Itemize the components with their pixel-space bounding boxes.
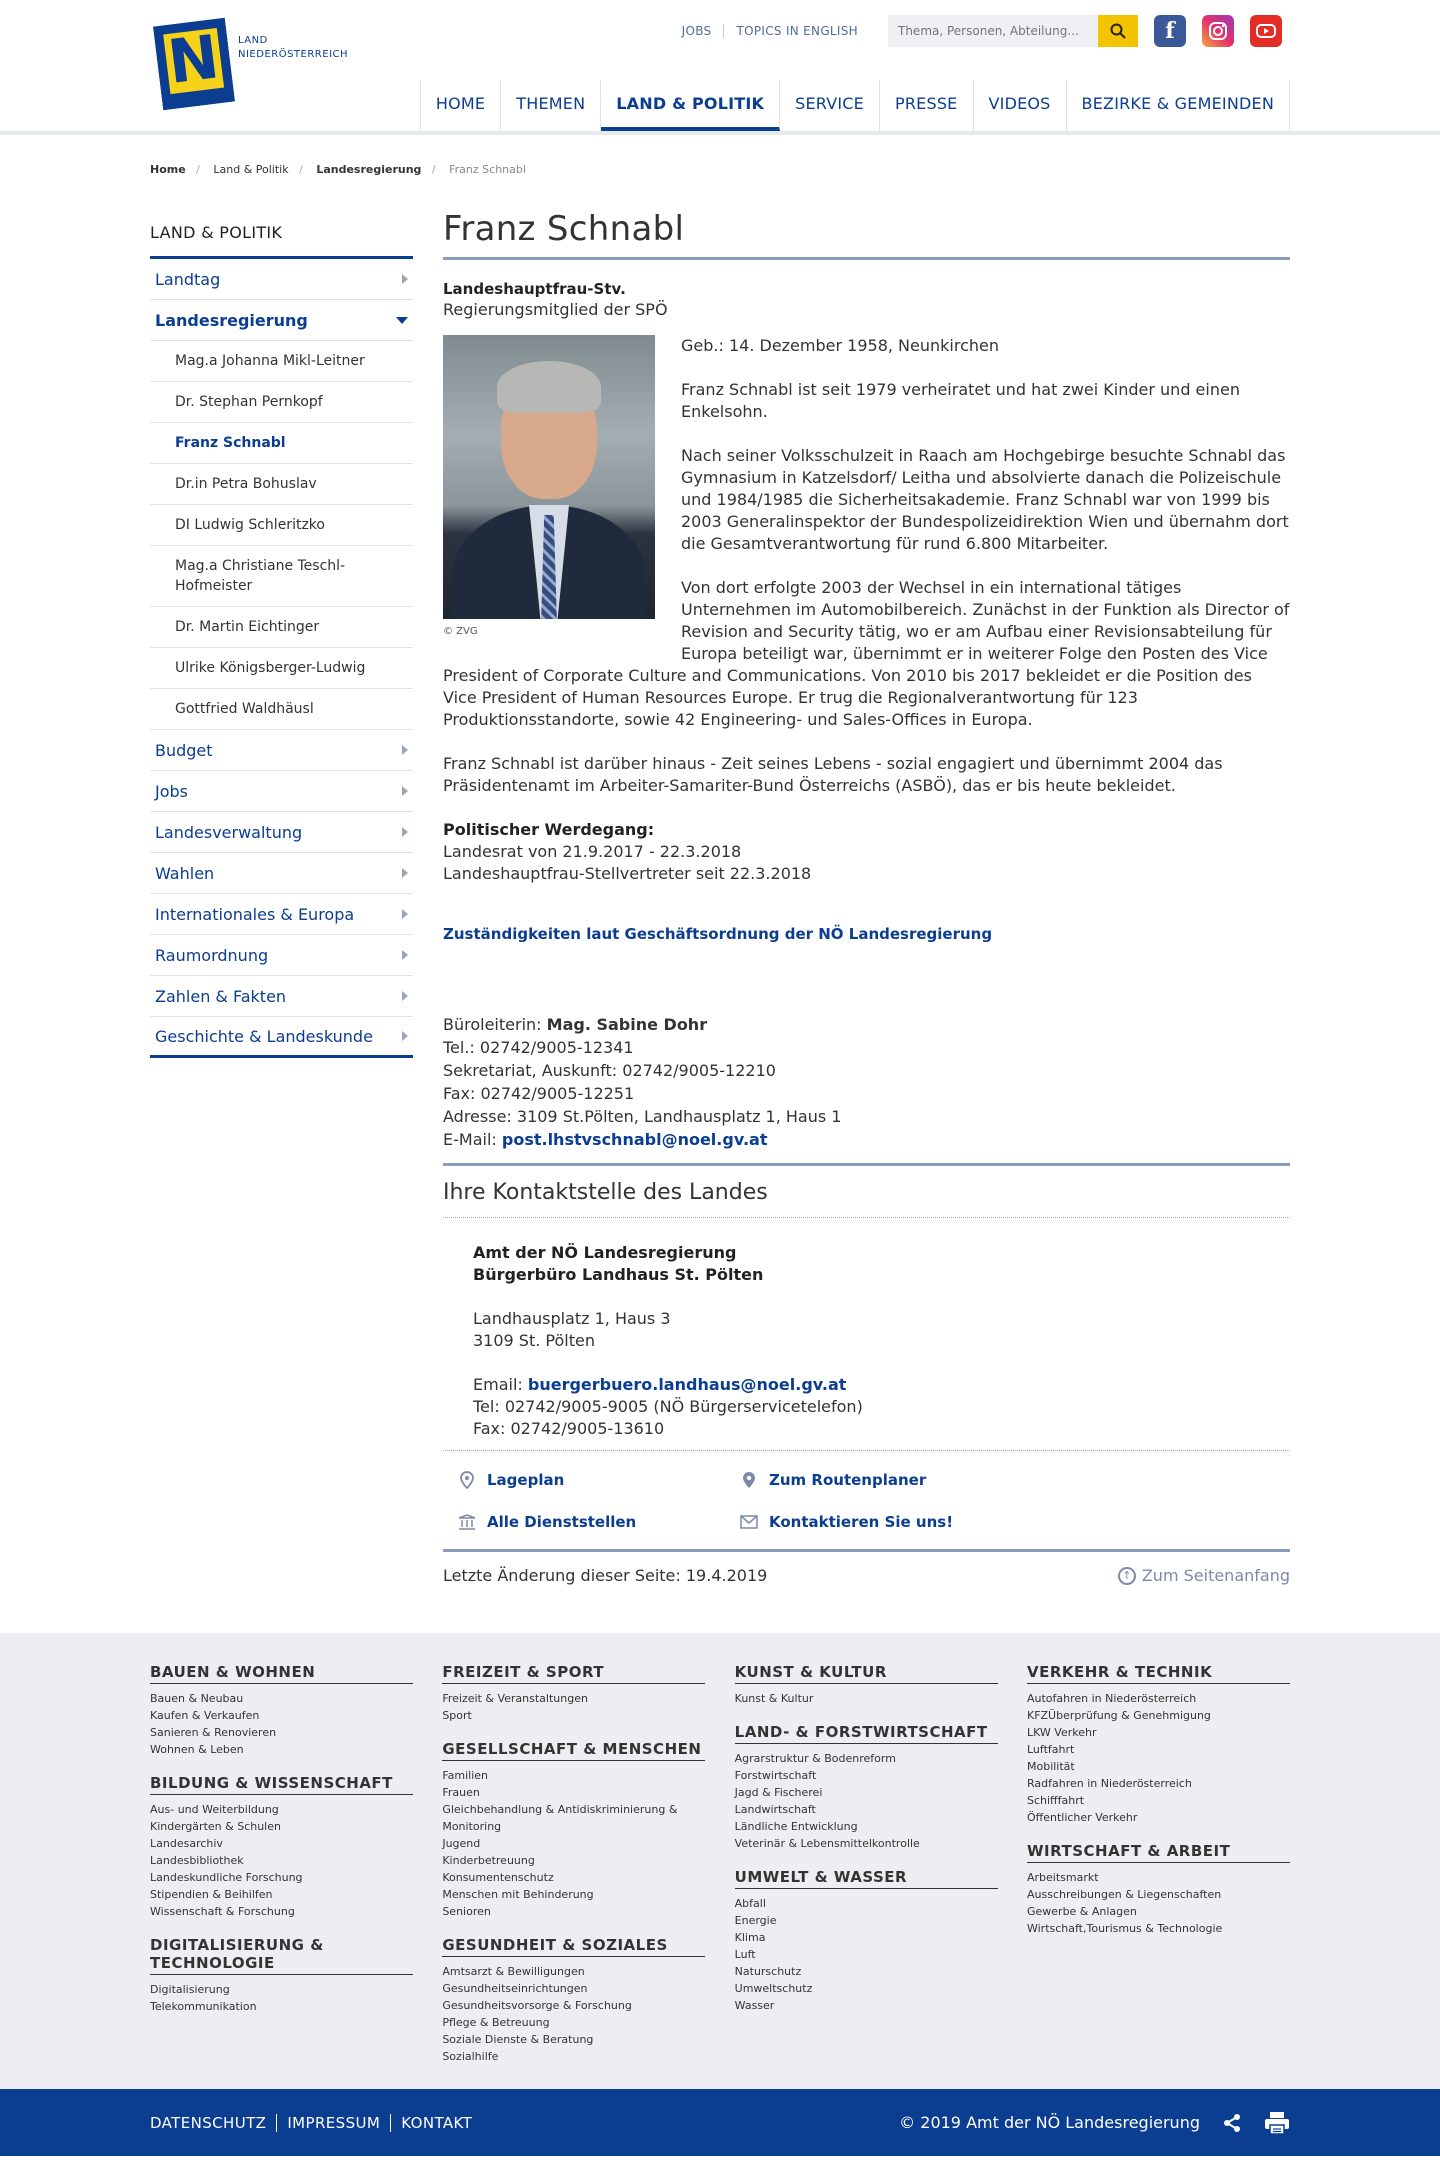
footer-link[interactable]: Autofahren in Niederösterreich <box>1026 1692 1197 1705</box>
office-contact <box>443 1013 1290 1151</box>
footer-link[interactable]: Öffentlicher Verkehr <box>1026 1811 1138 1824</box>
footer-link[interactable]: Jagd & Fischerei <box>734 1786 823 1799</box>
footer-link[interactable]: Arbeitsmarkt <box>1026 1871 1099 1884</box>
footer-heading[interactable]: FREIZEIT & SPORT <box>442 1663 705 1684</box>
chevron-right-icon <box>402 991 408 1001</box>
footer-link[interactable]: Wissenschaft & Forschung <box>150 1905 295 1918</box>
footer-link[interactable]: Schifffahrt <box>1026 1794 1085 1807</box>
routenplaner-link[interactable]: Zum Routenplaner <box>739 1459 1021 1501</box>
dienststellen-link[interactable]: Alle Dienststellen <box>457 1501 739 1543</box>
top-bar <box>670 14 1282 48</box>
sidebar-item-landtag[interactable]: Landtag <box>150 259 413 300</box>
chevron-right-icon <box>402 274 408 284</box>
logo-mark: N <box>153 18 235 110</box>
sidebar-sub-pernkopf[interactable]: Dr. Stephan Pernkopf <box>150 382 413 423</box>
footer-link[interactable]: Mobilität <box>1026 1760 1075 1773</box>
nav-videos[interactable]: VIDEOS <box>974 80 1067 131</box>
footer-link[interactable]: Wohnen & Leben <box>150 1743 244 1756</box>
breadcrumb-current: Franz Schnabl <box>449 163 526 176</box>
footer-link[interactable]: Frauen <box>442 1786 480 1799</box>
footer-link[interactable]: Gesundheitseinrichtungen <box>442 1982 588 1995</box>
chevron-right-icon <box>402 827 408 837</box>
sidebar-sub-eichtinger[interactable]: Dr. Martin Eichtinger <box>150 607 413 648</box>
footer-link[interactable]: Kaufen & Verkaufen <box>150 1709 260 1722</box>
sidebar-sub-bohuslav[interactable]: Dr.in Petra Bohuslav <box>150 464 413 505</box>
sidebar-item-raumordnung[interactable]: Raumordnung <box>150 935 413 976</box>
sidebar-sub-waldhaeusl[interactable]: Gottfried Waldhäusl <box>150 689 413 730</box>
office-fax: Fax: 02742/9005-12251 <box>443 1084 635 1103</box>
portrait-photo <box>443 335 655 619</box>
footer-link[interactable]: Landesbibliothek <box>150 1854 244 1867</box>
site-logo[interactable] <box>158 22 348 106</box>
footer-heading[interactable]: LAND- & FORSTWIRTSCHAFT <box>735 1723 998 1744</box>
role-subtitle: Regierungsmitglied der SPÖ <box>443 300 668 319</box>
chevron-down-icon <box>396 317 408 324</box>
chevron-right-icon <box>402 909 408 919</box>
footer-link[interactable]: Gewerbe & Anlagen <box>1026 1905 1137 1918</box>
sidebar-item-internationales[interactable]: Internationales & Europa <box>150 894 413 935</box>
footer-column <box>442 1663 705 2065</box>
sidebar-item-budget[interactable]: Budget <box>150 730 413 771</box>
nav-themen[interactable]: THEMEN <box>501 80 601 131</box>
lageplan-link[interactable]: Lageplan <box>457 1459 739 1501</box>
footer-heading[interactable]: UMWELT & WASSER <box>735 1868 998 1889</box>
bio-career: Von dort erfolgte 2003 der Wechsel in ein international tätiges Unternehmen im Automobilbereich. Zunächst in der Funktion als Director of Revision and Security tätig, wo er am Aufbau einer Revisionsabteilung für Europa beteiligt war, übernimmt er in weiterer Folge den Posten des Vice President of Corporate Culture and Communications. Von 2010 bis 2017 bekleidet er die Position des Vice President of Human Resources Europe. Er trug die Regionalverantwortung für 123 Produktionsstandorte, sowie 42 Engineering- und Sales-Offices in Europa. <box>443 578 1290 729</box>
sidebar-item-landesverwaltung[interactable]: Landesverwaltung <box>150 812 413 853</box>
werdegang-label: Politischer Werdegang: <box>443 820 655 839</box>
print-icon[interactable] <box>1264 2111 1290 2135</box>
footer-link[interactable]: Luft <box>734 1948 756 1961</box>
mail-icon <box>739 1515 759 1529</box>
sidebar-sub-teschl-hofmeister[interactable]: Mag.a Christiane Teschl-Hofmeister <box>150 546 413 607</box>
footer-columns <box>150 1663 1290 2065</box>
sidebar-title: LAND & POLITIK <box>150 223 413 259</box>
footer-link[interactable]: Klima <box>734 1931 766 1944</box>
footer-link[interactable]: Soziale Dienste & Beratung <box>442 2033 594 2046</box>
kontakt-links <box>443 1450 1290 1543</box>
kontakt-city: 3109 St. Pölten <box>473 1331 595 1350</box>
search-icon <box>1110 23 1126 39</box>
chevron-right-icon <box>402 1031 408 1041</box>
footer-link[interactable]: Bauen & Neubau <box>150 1692 244 1705</box>
footer-link[interactable]: LKW Verkehr <box>1026 1726 1097 1739</box>
footer-link[interactable]: Telekommunikation <box>150 2000 257 2013</box>
footer-link[interactable]: Stipendien & Beihilfen <box>150 1888 273 1901</box>
topics-english-link[interactable]: TOPICS IN ENGLISH <box>723 24 870 38</box>
footer-column <box>150 1663 413 2065</box>
kontakt-address: Landhausplatz 1, Haus 3 <box>473 1309 671 1328</box>
photo-caption: © ZVG <box>443 626 478 637</box>
kontaktieren-link[interactable]: Kontaktieren Sie uns! <box>739 1501 1021 1543</box>
chevron-right-icon <box>402 745 408 755</box>
footer-link[interactable]: Amtsarzt & Bewilligungen <box>442 1965 585 1978</box>
nav-service[interactable]: SERVICE <box>780 80 880 131</box>
kontakt-fax: Fax: 02742/9005-13610 <box>473 1419 665 1438</box>
footer-link[interactable]: Senioren <box>442 1905 491 1918</box>
footer-link[interactable]: Sanieren & Renovieren <box>150 1726 277 1739</box>
portrait <box>443 335 655 643</box>
footer-link[interactable]: KFZÜberprüfung & Genehmigung <box>1026 1709 1211 1722</box>
location-icon <box>739 1471 759 1489</box>
bio-family: Franz Schnabl ist seit 1979 verheiratet und hat zwei Kinder und einen Enkelsohn. <box>681 380 1240 421</box>
facebook-icon[interactable]: f <box>1154 15 1186 47</box>
share-icon[interactable] <box>1222 2113 1242 2133</box>
kontakt-details <box>443 1218 1290 1450</box>
footer-heading[interactable]: KUNST & KULTUR <box>735 1663 998 1684</box>
office-leiterin-label: Büroleiterin: <box>443 1015 542 1034</box>
bio-education: Nach seiner Volksschulzeit in Raach am Hochgebirge besuchte Schnabl das Gymnasium in Katzelsdorf/ Leitha und absolvierte danach die Polizeischule und 1984/1985 die Sicherheitsakademie. Franz Schnabl war von 1999 bis 2003 Generalinspektor der Bundespolizeidirektion Wien und übernahm dort die Gesamtverantwortung für rund 6.800 Mitarbeiter. <box>681 446 1289 553</box>
chevron-right-icon <box>402 868 408 878</box>
footer-link[interactable]: Veterinär & Lebensmittelkontrolle <box>734 1837 920 1850</box>
werdegang-item: Landesrat von 21.9.2017 - 22.3.2018 <box>443 842 742 861</box>
instagram-icon[interactable] <box>1202 15 1234 47</box>
footer-link[interactable]: Gleichbehandlung & Antidiskriminierung & Monitoring <box>442 1803 678 1833</box>
footer-link[interactable]: Radfahren in Niederösterreich <box>1026 1777 1192 1790</box>
biography <box>443 335 1290 885</box>
page-title: Franz Schnabl <box>443 209 1290 260</box>
footer-link[interactable]: Kindergärten & Schulen <box>150 1820 281 1833</box>
footer-link[interactable]: Ausschreibungen & Liegenschaften <box>1026 1888 1222 1901</box>
social-links <box>1154 15 1282 47</box>
sidebar-item-zahlen-fakten[interactable]: Zahlen & Fakten <box>150 976 413 1017</box>
search-form <box>888 15 1138 47</box>
bio-social: Franz Schnabl ist darüber hinaus - Zeit seines Lebens - sozial engagiert und übernimmt 2004 das Präsidentenamt im Arbeiter-Samariter-Bund Österreichs (ASBÖ), das er bis heute bekleidet. <box>443 754 1223 795</box>
footer-link[interactable]: Aus- und Weiterbildung <box>150 1803 279 1816</box>
sidebar-sub-schleritzko[interactable]: DI Ludwig Schleritzko <box>150 505 413 546</box>
sidebar-item-landesregierung[interactable]: Landesregierung <box>150 300 413 341</box>
impressum-link[interactable]: IMPRESSUM <box>276 2114 390 2132</box>
kontakt-email-label: Email: <box>473 1375 523 1394</box>
footer-link[interactable]: Landwirtschaft <box>734 1803 816 1816</box>
bio-birth: Geb.: 14. Dezember 1958, Neunkirchen <box>681 336 999 355</box>
sidebar-sub-mikl-leitner[interactable]: Mag.a Johanna Mikl-Leitner <box>150 341 413 382</box>
footer <box>0 1633 1440 2089</box>
bottom-bar <box>0 2089 1440 2156</box>
sidebar-item-jobs[interactable]: Jobs <box>150 771 413 812</box>
footer-link[interactable]: Familien <box>442 1769 489 1782</box>
breadcrumb-land-politik[interactable]: Land & Politik <box>213 163 289 176</box>
werdegang-item: Landeshauptfrau-Stellvertreter seit 22.3.2018 <box>443 864 812 883</box>
footer-link[interactable]: Naturschutz <box>734 1965 802 1978</box>
office-email-link[interactable]: post.lhstvschnabl@noel.gv.at <box>501 1130 768 1149</box>
footer-column <box>1027 1663 1290 2065</box>
breadcrumb-landesregierung[interactable]: Landesregierung <box>316 163 422 176</box>
nav-presse[interactable]: PRESSE <box>880 80 974 131</box>
footer-heading[interactable]: DIGITALISIERUNG & TECHNOLOGIE <box>150 1936 413 1975</box>
footer-link[interactable]: Agrarstruktur & Bodenreform <box>734 1752 896 1765</box>
kontakt-heading: Ihre Kontaktstelle des Landes <box>443 1163 1290 1218</box>
last-change: Letzte Änderung dieser Seite: 19.4.2019 <box>443 1566 768 1585</box>
sidebar <box>150 209 413 1058</box>
kontakt-link[interactable]: KONTAKT <box>390 2114 482 2132</box>
footer-link[interactable]: Freizeit & Veranstaltungen <box>442 1692 588 1705</box>
footer-link[interactable]: Digitalisierung <box>150 1983 230 1996</box>
chevron-right-icon <box>402 950 408 960</box>
sidebar-sub-koenigsberger-ludwig[interactable]: Ulrike Königsberger-Ludwig <box>150 648 413 689</box>
footer-heading[interactable]: BILDUNG & WISSENSCHAFT <box>150 1774 413 1795</box>
footer-link[interactable]: Gesundheitsvorsorge & Forschung <box>442 1999 632 2012</box>
footer-heading[interactable]: GESUNDHEIT & SOZIALES <box>442 1936 705 1957</box>
jobs-link[interactable]: JOBS <box>681 24 712 38</box>
chevron-right-icon <box>402 786 408 796</box>
building-icon <box>457 1514 477 1530</box>
main-content <box>443 209 1290 1585</box>
office-leiterin-name: Mag. Sabine Dohr <box>546 1015 708 1034</box>
footer-link[interactable]: Jugend <box>442 1837 481 1850</box>
footer-link[interactable]: Kinderbetreuung <box>442 1854 535 1867</box>
main-nav <box>420 80 1290 131</box>
footer-link[interactable]: Ländliche Entwicklung <box>734 1820 858 1833</box>
zustaendigkeiten-link[interactable]: Zuständigkeiten laut Geschäftsordnung der NÖ Landesregierung <box>443 925 993 943</box>
legal-links <box>150 2114 482 2132</box>
footer-link[interactable]: Pflege & Betreuung <box>442 2016 550 2029</box>
kontakt-email-link[interactable]: buergerbuero.landhaus@noel.gv.at <box>527 1375 847 1394</box>
footer-link[interactable]: Landeskundliche Forschung <box>150 1871 303 1884</box>
footer-column <box>735 1663 998 2065</box>
site-header <box>0 0 1440 135</box>
page-meta <box>443 1549 1290 1585</box>
copyright: © 2019 Amt der NÖ Landesregierung <box>899 2113 1200 2132</box>
werdegang <box>443 819 1290 885</box>
sidebar-item-geschichte[interactable]: Geschichte & Landeskunde <box>150 1017 413 1058</box>
map-pin-icon <box>457 1471 477 1489</box>
footer-link[interactable]: Luftfahrt <box>1026 1743 1075 1756</box>
footer-link[interactable]: Landesarchiv <box>150 1837 223 1850</box>
search-input[interactable] <box>888 15 1098 47</box>
breadcrumb-home[interactable]: Home <box>150 163 186 176</box>
kontakt-tel: Tel: 02742/9005-9005 (NÖ Bürgerservicetelefon) <box>473 1397 863 1416</box>
footer-link[interactable]: Sport <box>442 1709 472 1722</box>
office-email-label: E-Mail: <box>443 1130 497 1149</box>
logo-text: LAND NIEDERÖSTERREICH <box>238 35 349 60</box>
sidebar-item-wahlen[interactable]: Wahlen <box>150 853 413 894</box>
footer-link[interactable]: Umweltschutz <box>734 1982 813 1995</box>
footer-heading[interactable]: GESELLSCHAFT & MENSCHEN <box>442 1740 705 1761</box>
arrow-up-icon: ↑ <box>1118 1567 1136 1585</box>
datenschutz-link[interactable]: DATENSCHUTZ <box>150 2113 267 2132</box>
office-tel: Tel.: 02742/9005-12341 <box>443 1038 634 1057</box>
footer-heading[interactable]: BAUEN & WOHNEN <box>150 1663 413 1684</box>
footer-link[interactable]: Kunst & Kultur <box>734 1692 814 1705</box>
footer-link[interactable]: Konsumentenschutz <box>442 1871 554 1884</box>
bottom-right <box>899 2111 1290 2135</box>
role-title: Landeshauptfrau-Stv. <box>443 280 626 298</box>
to-top-link[interactable]: ↑ Zum Seitenanfang <box>1118 1566 1290 1585</box>
kontakt-office: Bürgerbüro Landhaus St. Pölten <box>473 1265 764 1284</box>
footer-link[interactable]: Sozialhilfe <box>442 2050 499 2063</box>
footer-link[interactable]: Wasser <box>734 1999 775 2012</box>
footer-link[interactable]: Abfall <box>734 1897 766 1910</box>
nav-home[interactable]: HOME <box>421 80 501 131</box>
footer-heading[interactable]: WIRTSCHAFT & ARBEIT <box>1027 1842 1290 1863</box>
breadcrumb: Home / Land & Politik / Landesregierung / Franz Schnabl <box>150 163 526 176</box>
office-sekretariat: Sekretariat, Auskunft: 02742/9005-12210 <box>443 1061 776 1080</box>
footer-link[interactable]: Menschen mit Behinderung <box>442 1888 594 1901</box>
office-address: Adresse: 3109 St.Pölten, Landhausplatz 1, Haus 1 <box>443 1107 842 1126</box>
footer-heading[interactable]: VERKEHR & TECHNIK <box>1027 1663 1290 1684</box>
search-button[interactable] <box>1098 15 1138 47</box>
footer-link[interactable]: Energie <box>734 1914 777 1927</box>
sidebar-sub-schnabl[interactable]: Franz Schnabl <box>150 423 413 464</box>
footer-link[interactable]: Wirtschaft,Tourismus & Technologie <box>1026 1922 1223 1935</box>
youtube-icon[interactable] <box>1250 15 1282 47</box>
kontakt-org: Amt der NÖ Landesregierung <box>473 1243 737 1262</box>
nav-land-politik[interactable]: LAND & POLITIK <box>601 80 780 131</box>
footer-link[interactable]: Forstwirtschaft <box>734 1769 817 1782</box>
nav-bezirke-gemeinden[interactable]: BEZIRKE & GEMEINDEN <box>1067 80 1290 131</box>
